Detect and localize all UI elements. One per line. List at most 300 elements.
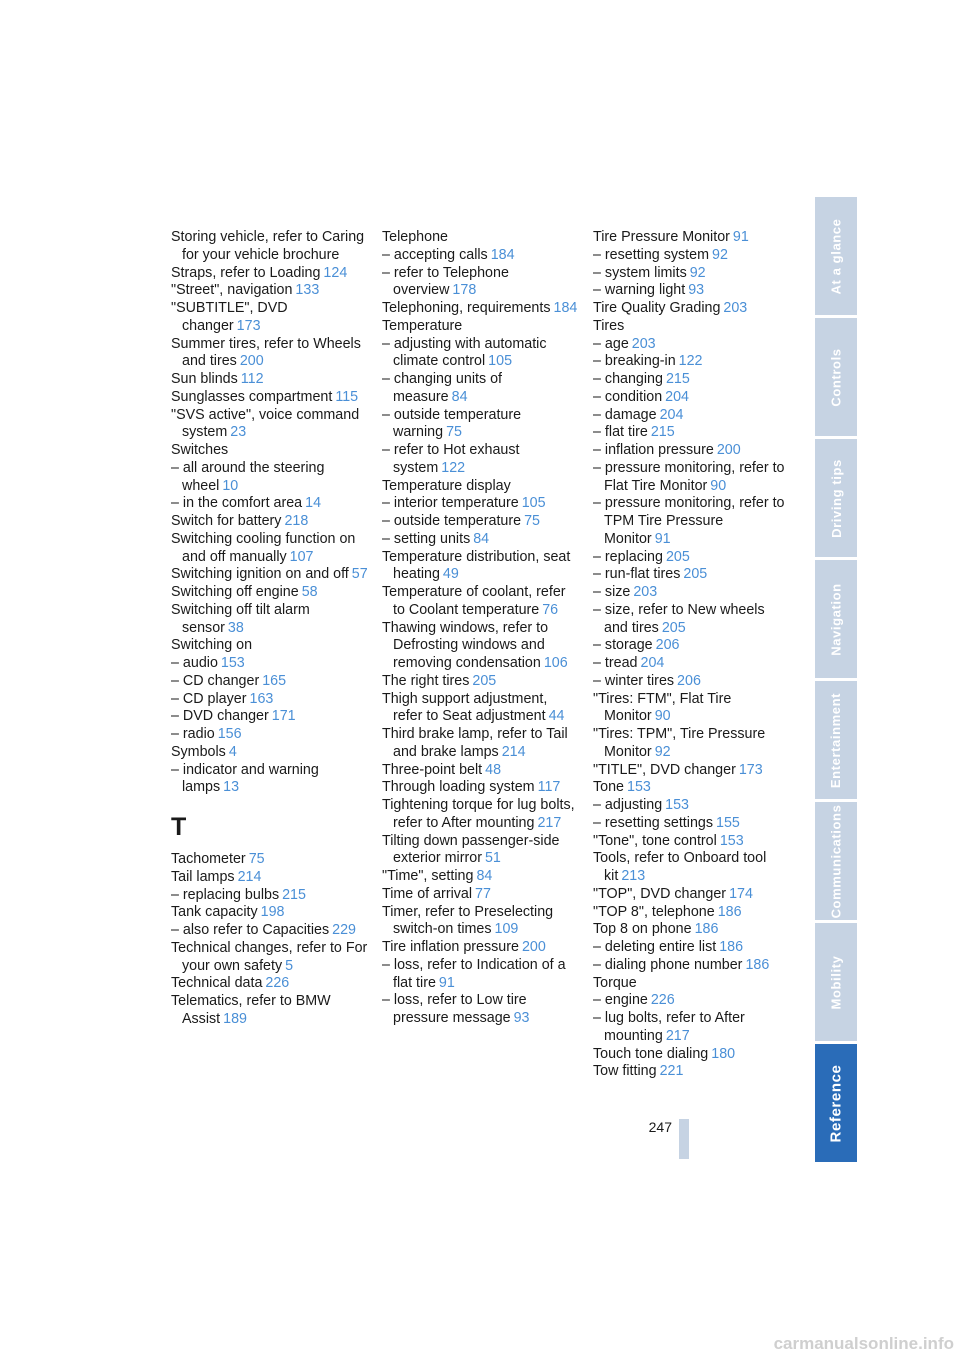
index-entry-text: – size [593, 584, 631, 600]
page-reference-link[interactable]: 205 [472, 672, 497, 689]
page-reference-link[interactable]: 200 [716, 442, 741, 458]
page-reference-link[interactable]: 203 [723, 300, 748, 316]
index-entry-text: – pressure monitoring, refer to TPM Tire Pressure Monitor [593, 495, 785, 547]
index-entry-text: – outside temperature [382, 513, 522, 529]
index-entry [382, 691, 580, 727]
chapter-tab-label: At a glance [828, 218, 844, 294]
index-entry [171, 637, 369, 655]
chapter-tab-driving-tips[interactable] [815, 439, 857, 557]
index-entry [593, 1046, 791, 1064]
index-entry [593, 407, 791, 425]
page-reference-link[interactable]: 75 [524, 513, 540, 529]
index-entry [382, 478, 580, 496]
index-entry-text: – damage [593, 406, 657, 423]
index-entry [171, 371, 369, 389]
index-entry-text: Third brake lamp, refer to Tail and brake lamps [382, 726, 568, 760]
index-entry-text: – flat tire [593, 424, 648, 441]
index-entry [382, 957, 580, 993]
index-entry-text: Switch for battery [171, 513, 282, 529]
index-entry [171, 442, 369, 460]
index-entry [593, 779, 791, 797]
page-reference-link[interactable]: 229 [332, 922, 356, 938]
index-entry-text: Tail lamps [171, 868, 235, 885]
index-entry-text: – interior temperature [382, 495, 519, 512]
index-entry-text: Tire inflation pressure [382, 939, 519, 955]
index-entry-text: – deleting entire list [593, 939, 717, 955]
index-entry [593, 460, 791, 496]
page-reference-link[interactable]: 117 [537, 779, 561, 796]
page-reference-link[interactable]: 153 [665, 797, 690, 813]
page-reference-link[interactable]: 171 [271, 708, 296, 725]
page-reference-link[interactable]: 214 [501, 743, 526, 760]
index-entry-text: – loss, refer to Low tire pressure message [382, 992, 527, 1026]
index-entry [382, 620, 580, 673]
page-reference-link[interactable]: 153 [719, 832, 744, 849]
page-reference-link[interactable]: 112 [240, 371, 264, 387]
chapter-tab-label: Communications [828, 804, 844, 918]
index-entry [382, 779, 580, 797]
index-entry-text: – resetting settings [593, 814, 714, 831]
index-entry-text: – breaking-in [593, 353, 676, 370]
page-reference-link[interactable]: 180 [711, 1045, 736, 1062]
index-entry [593, 495, 791, 548]
chapter-tab-controls[interactable] [815, 318, 857, 436]
index-column-3 [593, 229, 791, 1081]
index-entry-text: Top 8 on phone [593, 921, 692, 938]
index-entry-text: "Tires: FTM", Flat Tire Monitor [593, 690, 732, 725]
index-entry-text: – inflation pressure [593, 442, 714, 458]
page-reference-link[interactable]: 217 [537, 814, 562, 831]
page-reference-link[interactable]: 203 [631, 335, 656, 352]
index-entry-text: "Time", setting [382, 868, 474, 884]
page-reference-link[interactable]: 57 [351, 566, 368, 583]
page-reference-link[interactable]: 153 [220, 655, 245, 671]
index-entry-text: – refer to Telephone overview [382, 264, 509, 299]
index-entry [171, 495, 369, 513]
page-reference-link[interactable]: 204 [659, 406, 684, 423]
chapter-tab-label: Controls [828, 347, 844, 407]
index-entry-text: Tank capacity [171, 904, 258, 921]
chapter-tab-at-a-glance[interactable] [815, 197, 857, 315]
index-entry [593, 975, 791, 993]
index-entry-text: – pressure monitoring, refer to Flat Tire Monitor [593, 459, 785, 494]
chapter-tab-navigation[interactable] [815, 560, 857, 678]
index-entry-text: – changing units of measure [382, 371, 503, 405]
index-entry-text: – all around the steering wheel [171, 459, 325, 494]
index-entry-text: Time of arrival [382, 885, 473, 902]
page-reference-link[interactable]: 206 [655, 637, 680, 654]
index-entry [171, 922, 369, 940]
index-entry-text: Telephone [382, 229, 448, 245]
index-entry [382, 247, 580, 265]
index-entry-text: "TITLE", DVD changer [593, 761, 736, 778]
index-entry [171, 566, 369, 584]
index-entry-text: – radio [171, 726, 215, 742]
index-entry-text: Switching on [171, 637, 253, 654]
index-entry [593, 584, 791, 602]
index-entry [593, 904, 791, 922]
index-entry [382, 797, 580, 833]
index-entry-text: – changing [593, 371, 663, 387]
index-entry [382, 868, 580, 886]
chapter-tab-entertainment[interactable] [815, 681, 857, 799]
index-entry-text: "TOP", DVD changer [593, 885, 727, 902]
index-entry-text: – resetting system [593, 246, 710, 263]
index-entry [593, 282, 791, 300]
index-entry [171, 744, 369, 762]
chapter-tab-label: Mobility [828, 955, 844, 1009]
index-entry-text: "TOP 8", telephone [593, 903, 715, 920]
index-entry [593, 726, 791, 762]
page-reference-link[interactable]: 204 [640, 655, 665, 671]
index-entry [382, 265, 580, 301]
page-reference-link[interactable]: 92 [712, 246, 728, 263]
page-reference-link[interactable]: 90 [710, 477, 727, 494]
page-reference-link[interactable]: 124 [323, 264, 348, 281]
index-column-1 [171, 229, 369, 1029]
index-entry-text: Timer, refer to Preselecting switch-on times [382, 903, 554, 938]
chapter-tab-communications[interactable] [815, 802, 857, 920]
page-reference-link[interactable]: 184 [490, 246, 515, 263]
page-reference-link[interactable]: 186 [719, 939, 744, 955]
index-entry [593, 336, 791, 354]
index-entry [171, 993, 369, 1029]
index-entry [382, 318, 580, 336]
page-reference-link[interactable]: 205 [683, 566, 708, 583]
index-entry [171, 869, 369, 887]
index-entry [382, 513, 580, 531]
page-reference-link[interactable]: 84 [476, 868, 493, 884]
index-entry [593, 442, 791, 460]
index-entry-text: Switches [171, 442, 229, 458]
page-reference-link[interactable]: 75 [446, 424, 462, 441]
index-entry-text: "Street", navigation [171, 282, 293, 299]
chapter-tab-mobility[interactable] [815, 923, 857, 1041]
page-reference-link[interactable]: 200 [521, 939, 546, 955]
page-reference-link[interactable]: 10 [222, 477, 239, 494]
page-reference-link[interactable]: 44 [548, 708, 565, 725]
page-reference-link[interactable]: 49 [442, 566, 459, 583]
chapter-tab-label: Driving tips [828, 458, 844, 538]
index-entry-text: Tilting down passenger-side exterior mirror [382, 832, 560, 867]
index-entry [171, 407, 369, 443]
page-reference-link[interactable]: 215 [282, 886, 306, 903]
index-entry [593, 424, 791, 442]
index-entry [382, 300, 580, 318]
index-entry-text: Tire Pressure Monitor [593, 229, 730, 245]
index-entry-text: – age [593, 335, 629, 352]
page-reference-link[interactable]: 91 [438, 974, 455, 991]
index-entry [171, 602, 369, 638]
index-entry [593, 815, 791, 833]
page-reference-link[interactable]: 214 [237, 868, 262, 885]
page-number: 247 [648, 1119, 672, 1135]
index-entry-text: Switching off engine [171, 584, 299, 600]
index-entry-text: Telephoning, requirements [382, 300, 551, 316]
index-entry [593, 939, 791, 957]
index-entry-text: – CD player [171, 690, 247, 707]
page-reference-link[interactable]: 184 [553, 300, 578, 316]
page-reference-link[interactable]: 91 [654, 530, 671, 547]
index-entry-text: Torque [593, 974, 637, 991]
index-entry-text: – refer to Hot exhaust system [382, 442, 520, 476]
index-entry-text: – engine [593, 992, 648, 1009]
index-entry-text: Switching ignition on and off [171, 566, 349, 583]
page-number-bar [679, 1119, 689, 1159]
index-entry [382, 833, 580, 869]
index-entry-text: – in the comfort area [171, 495, 303, 512]
index-entry [171, 708, 369, 726]
page-reference-link[interactable]: 163 [249, 690, 274, 707]
page-reference-link[interactable]: 105 [521, 495, 546, 512]
index-entry-text: Symbols [171, 743, 226, 760]
page-reference-link[interactable]: 115 [335, 388, 359, 405]
page-reference-link[interactable]: 77 [475, 885, 491, 902]
index-entry [171, 851, 369, 869]
page-reference-link[interactable]: 173 [236, 317, 261, 334]
index-entry [593, 921, 791, 939]
index-entry [593, 265, 791, 283]
index-entry-text: Switching cooling function on and off manually [171, 530, 356, 565]
index-entry [171, 584, 369, 602]
index-entry-text: – setting units [382, 530, 471, 547]
index-entry [171, 389, 369, 407]
index-entry-text: – adjusting [593, 797, 663, 813]
index-entry [382, 762, 580, 780]
index-entry-text: – condition [593, 388, 663, 405]
index-entry-text: "SVS active", voice command system [171, 406, 360, 441]
page-reference-link[interactable]: 93 [688, 282, 705, 299]
page-reference-link[interactable]: 165 [262, 672, 287, 689]
page-reference-link[interactable]: 173 [738, 761, 763, 778]
index-entry-text: Switching off tilt alarm sensor [171, 601, 310, 636]
index-entry-text: Summer tires, refer to Wheels and tires [171, 335, 361, 370]
index-entry-text: The right tires [382, 672, 470, 689]
index-entry-text: Sunglasses compartment [171, 388, 333, 405]
index-entry-text: – lug bolts, refer to After mounting [593, 1010, 745, 1044]
index-entry [382, 407, 580, 443]
index-entry [171, 655, 369, 673]
index-entry [171, 726, 369, 744]
page-reference-link[interactable]: 221 [659, 1063, 684, 1080]
index-entry [593, 353, 791, 371]
index-entry [593, 673, 791, 691]
page-reference-link[interactable]: 217 [665, 1027, 690, 1044]
index-entry [171, 940, 369, 976]
index-entry-text: – DVD changer [171, 708, 269, 725]
index-entry-text: – dialing phone number [593, 956, 743, 973]
page-reference-link[interactable]: 92 [689, 264, 706, 281]
index-entry [593, 762, 791, 780]
page-reference-link[interactable]: 186 [717, 903, 742, 920]
page-reference-link[interactable]: 51 [484, 850, 501, 867]
index-entry-text: – accepting calls [382, 246, 488, 263]
index-entry-text: – audio [171, 655, 218, 671]
index-column-2 [382, 229, 580, 1028]
chapter-tab-label: Navigation [828, 582, 844, 656]
index-entry-text: – warning light [593, 282, 686, 299]
page-reference-link[interactable]: 205 [661, 619, 686, 636]
index-entry-text: – system limits [593, 264, 687, 281]
index-entry [171, 904, 369, 922]
index-entry-text: – storage [593, 637, 653, 654]
index-entry-text: – also refer to Capacities [171, 922, 330, 938]
page-reference-link[interactable]: 174 [729, 885, 753, 902]
page-reference-link[interactable]: 14 [305, 495, 322, 512]
index-entry [382, 531, 580, 549]
page-reference-link[interactable]: 58 [301, 584, 318, 600]
index-entry [593, 957, 791, 975]
index-entry-text: – replacing [593, 548, 663, 565]
index-entry-text: – winter tires [593, 672, 675, 689]
index-entry [382, 336, 580, 372]
index-entry [382, 726, 580, 762]
page-reference-link[interactable]: 189 [223, 1010, 247, 1027]
index-entry [382, 992, 580, 1028]
index-entry [382, 904, 580, 940]
index-entry [593, 1063, 791, 1081]
index-entry [593, 549, 791, 567]
index-entry [171, 229, 369, 265]
page-reference-link[interactable]: 204 [665, 388, 690, 405]
page-reference-link[interactable]: 90 [654, 708, 671, 725]
page-reference-link[interactable]: 155 [716, 814, 740, 831]
page-reference-link[interactable]: 93 [513, 1010, 530, 1026]
footer-watermark: carmanualsonline.info [773, 1334, 954, 1353]
index-entry-text: Tires [593, 317, 625, 334]
index-entry [593, 318, 791, 336]
index-entry [171, 336, 369, 372]
page-reference-link[interactable]: 226 [265, 975, 290, 992]
index-entry-text: – tread [593, 655, 638, 671]
page-reference-link[interactable]: 205 [665, 548, 690, 565]
index-entry-text: Temperature distribution, seat heating [382, 548, 571, 583]
page-reference-link[interactable]: 109 [494, 921, 519, 938]
index-entry-text: Tachometer [171, 851, 246, 867]
page-reference-link[interactable]: 186 [745, 956, 770, 973]
index-entry-text: Storing vehicle, refer to Caring for your vehicle brochure [171, 229, 365, 263]
page-reference-link[interactable]: 5 [285, 957, 294, 974]
page-reference-link[interactable]: 203 [633, 584, 658, 600]
page-reference-link[interactable]: 122 [678, 353, 703, 370]
index-entry [382, 939, 580, 957]
index-entry-text: Tone [593, 779, 625, 796]
index-entry-text: – size, refer to New wheels and tires [593, 601, 765, 636]
index-entry [382, 549, 580, 585]
page-reference-link[interactable]: 76 [542, 601, 559, 618]
index-entry-text: Tire Quality Grading [593, 300, 721, 316]
index-entry [593, 691, 791, 727]
index-entry [382, 673, 580, 691]
page-reference-link[interactable]: 23 [230, 424, 247, 441]
index-entry [171, 531, 369, 567]
page-reference-link[interactable]: 200 [239, 353, 264, 370]
index-entry [593, 797, 791, 815]
page-reference-link[interactable]: 92 [654, 743, 671, 760]
index-entry [171, 460, 369, 496]
index-entry-text: Thigh support adjustment, refer to Seat adjustment [382, 690, 548, 725]
index-entry-text: – run-flat tires [593, 566, 681, 583]
page-reference-link[interactable]: 213 [621, 868, 646, 884]
page-reference-link[interactable]: 206 [677, 672, 701, 689]
index-entry-text: Three-point belt [382, 761, 483, 778]
index-entry [171, 300, 369, 336]
index-entry-text: – replacing bulbs [171, 886, 280, 903]
page-reference-link[interactable]: 215 [665, 371, 690, 387]
index-entry [382, 442, 580, 478]
index-entry [593, 833, 791, 851]
page-reference-link[interactable]: 153 [627, 779, 651, 796]
chapter-tabs [815, 197, 857, 1160]
index-entry [593, 850, 791, 886]
page-reference-link[interactable]: 106 [543, 655, 568, 671]
page-reference-link[interactable]: 226 [650, 992, 675, 1009]
index-entry [171, 691, 369, 709]
page-reference-link[interactable]: 122 [441, 459, 466, 476]
index-entry [593, 247, 791, 265]
page-reference-link[interactable]: 91 [732, 229, 749, 245]
index-entry-text: – CD changer [171, 672, 260, 689]
page-reference-link[interactable]: 84 [473, 530, 490, 547]
index-entry [593, 566, 791, 584]
index-entry-text: Straps, refer to Loading [171, 264, 321, 281]
index-entry [593, 1010, 791, 1046]
index-entry [171, 887, 369, 905]
index-entry-text: "Tires: TPM", Tire Pressure Monitor [593, 726, 766, 760]
index-entry [593, 300, 791, 318]
index-entry [382, 229, 580, 247]
index-entry [382, 886, 580, 904]
page-reference-link[interactable]: 178 [452, 282, 477, 299]
index-entry-text: Tow fitting [593, 1063, 657, 1080]
index-entry-text: Technical changes, refer to For your own safety [171, 939, 368, 974]
index-entry [593, 602, 791, 638]
page-reference-link[interactable]: 4 [228, 743, 237, 760]
index-entry-text: "Tone", tone control [593, 832, 717, 849]
page-reference-link[interactable]: 13 [223, 779, 240, 796]
index-entry [593, 655, 791, 673]
index-entry-text: – loss, refer to Indication of a flat tire [382, 956, 566, 991]
index-letter-heading: T [171, 813, 187, 841]
page-reference-link[interactable]: 198 [260, 904, 285, 921]
page-reference-link[interactable]: 38 [227, 619, 244, 636]
page-reference-link[interactable]: 75 [248, 851, 265, 867]
index-entry [171, 975, 369, 993]
index-entry [593, 637, 791, 655]
page-reference-link[interactable]: 186 [694, 921, 719, 938]
page-reference-link[interactable]: 215 [650, 424, 675, 441]
page-reference-link[interactable]: 105 [488, 353, 513, 370]
index-entry-text: Touch tone dialing [593, 1045, 709, 1062]
page-reference-link[interactable]: 156 [217, 726, 242, 742]
page-reference-link[interactable]: 107 [289, 548, 314, 565]
index-entry-text: "SUBTITLE", DVD changer [171, 300, 288, 334]
index-entry [593, 389, 791, 407]
chapter-tab-reference[interactable] [815, 1044, 857, 1162]
index-entry [171, 762, 369, 798]
page-reference-link[interactable]: 133 [295, 282, 320, 299]
index-entry-text: – outside temperature warning [382, 406, 522, 441]
page-reference-link[interactable]: 48 [485, 761, 502, 778]
index-entry [382, 495, 580, 513]
index-entry-text: Tools, refer to Onboard tool kit [593, 850, 767, 884]
index-entry [593, 992, 791, 1010]
page-reference-link[interactable]: 218 [284, 513, 309, 529]
index-entry [171, 282, 369, 300]
page-reference-link[interactable]: 84 [451, 388, 468, 405]
index-entry [171, 673, 369, 691]
index-entry [593, 229, 791, 247]
